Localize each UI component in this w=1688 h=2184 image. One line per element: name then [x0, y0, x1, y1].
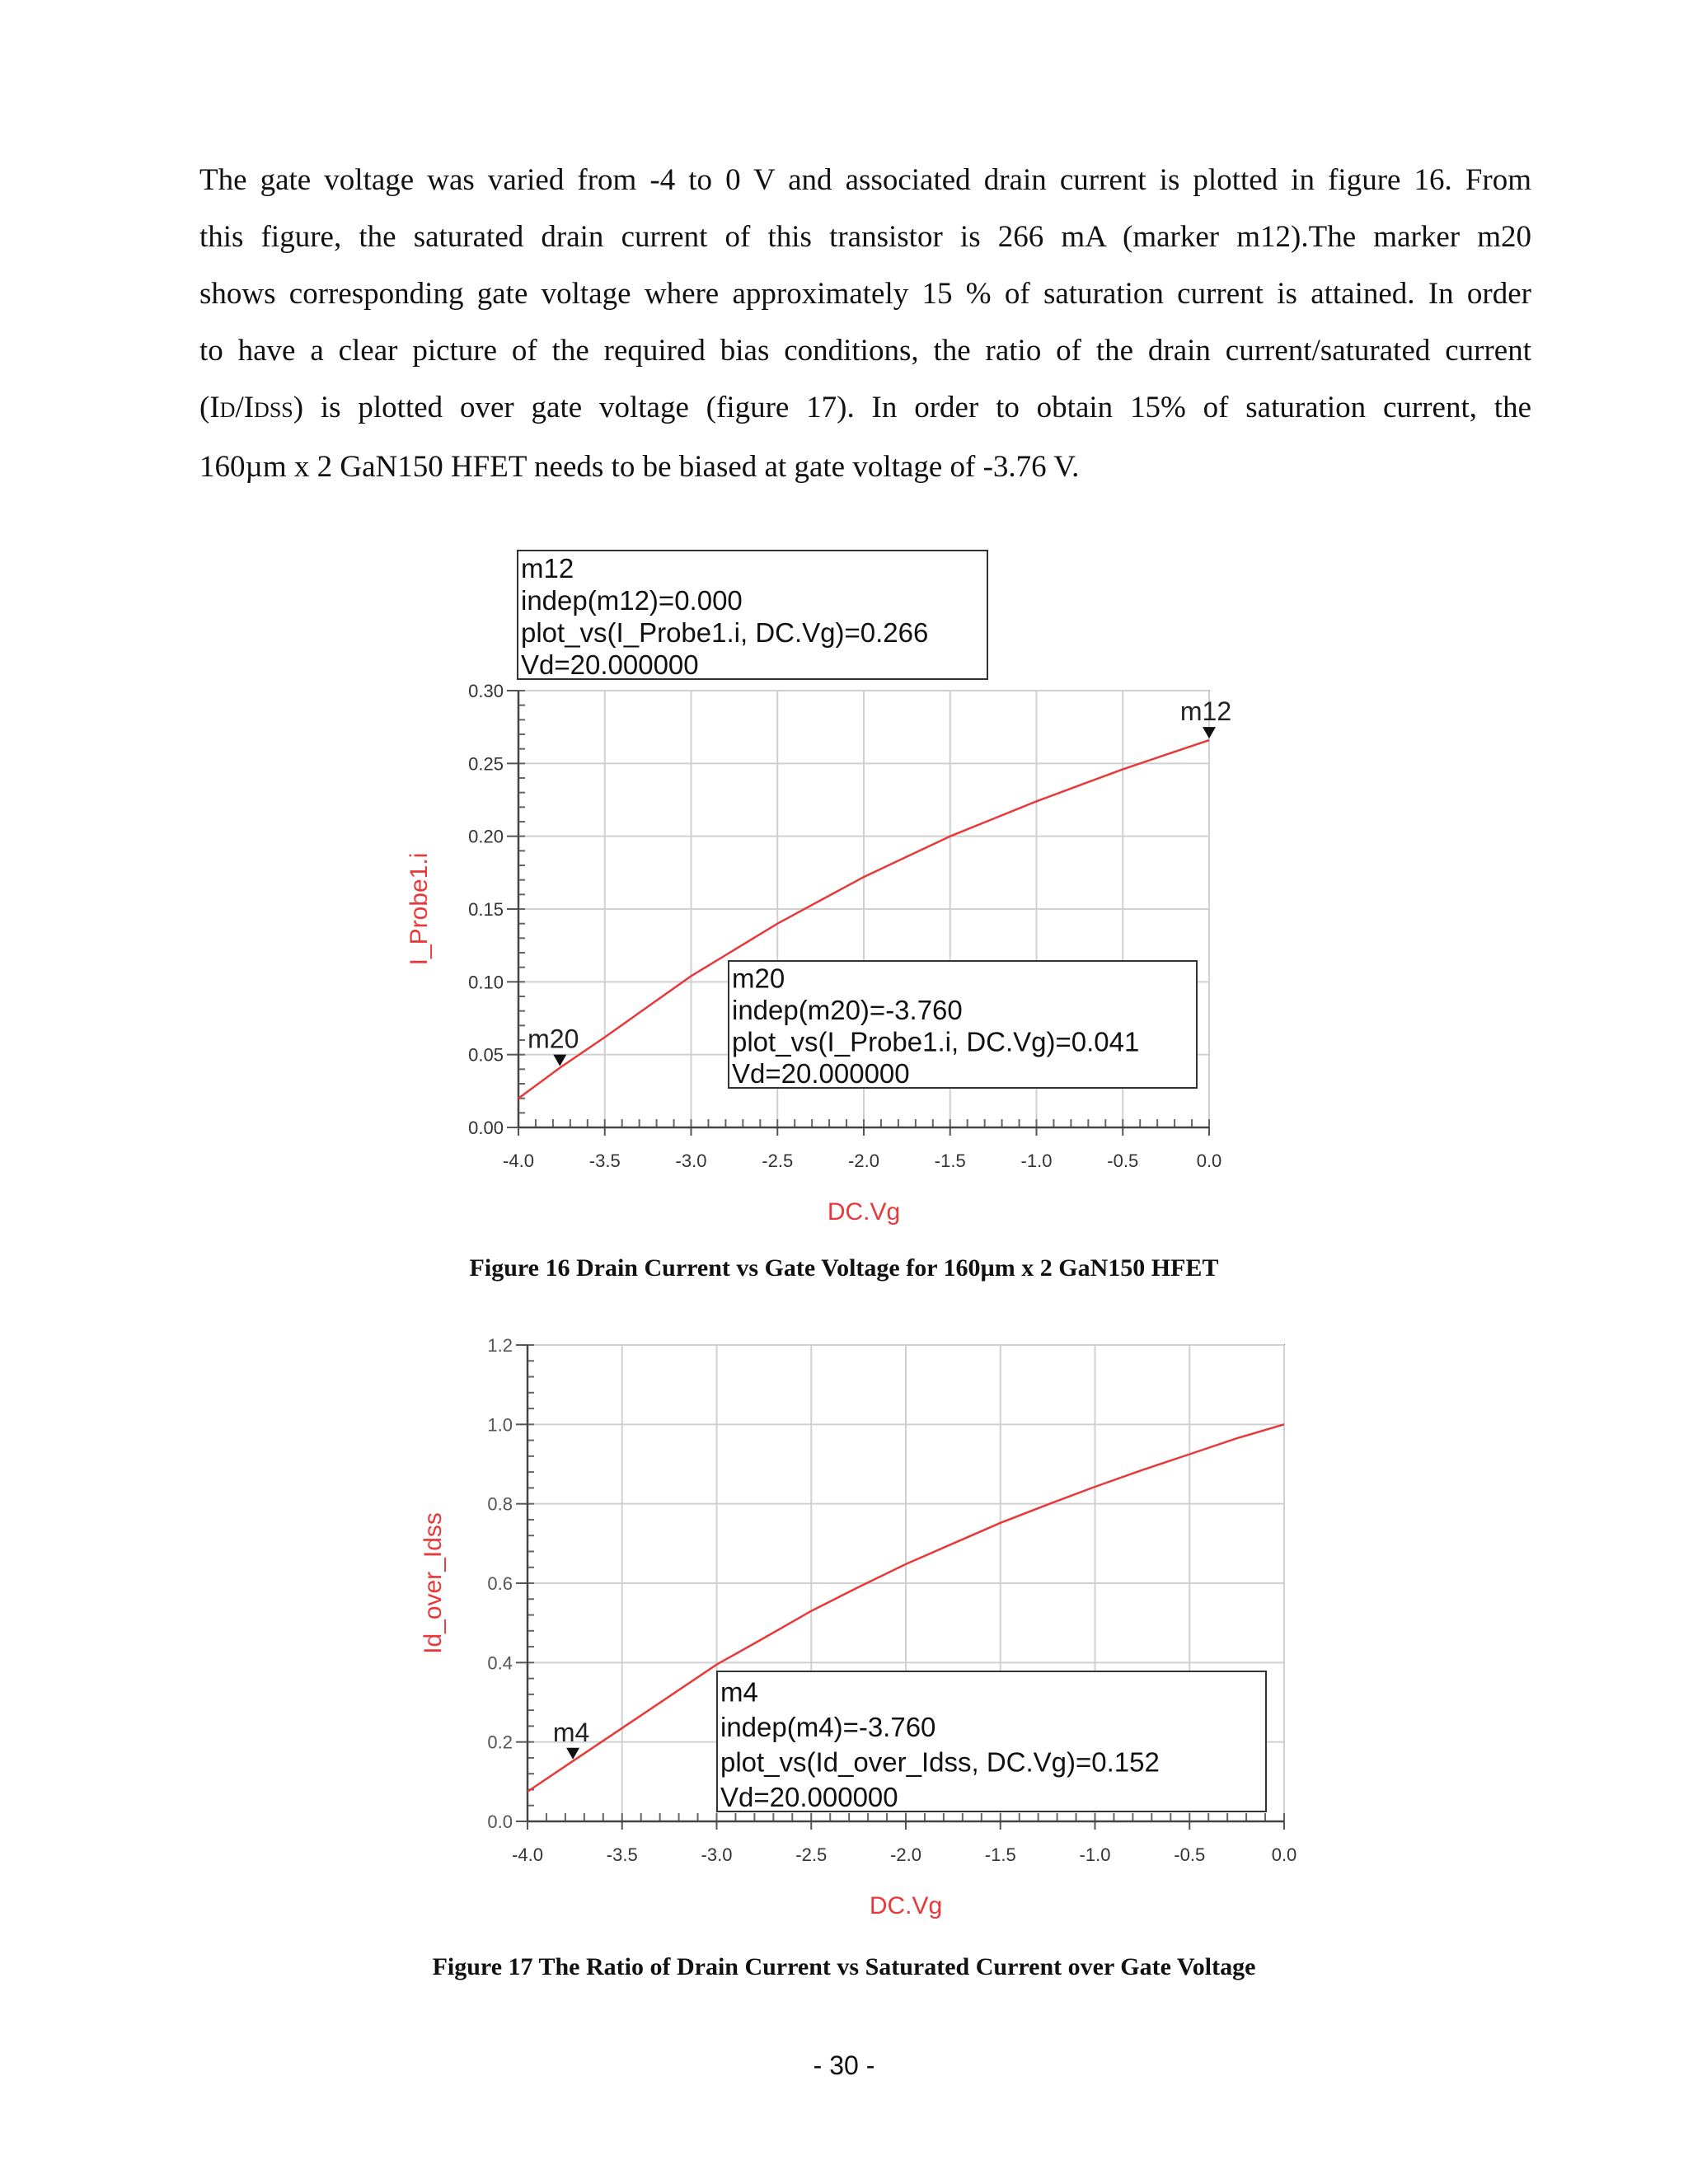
y-tick-label: 0.00	[468, 1118, 504, 1138]
marker-readout-line: indep(m4)=-3.760	[720, 1712, 936, 1742]
text-fragment: /I	[235, 391, 255, 424]
y-tick-label: 0.6	[487, 1573, 513, 1594]
y-tick-label: 0.2	[487, 1732, 513, 1753]
x-tick-label: -1.5	[934, 1151, 966, 1171]
paragraph-line: shows corresponding gate voltage where approximately 15 % of saturation current is attained. In order	[199, 277, 1531, 311]
page-number: - 30 -	[813, 2050, 875, 2080]
subscript: D	[219, 398, 236, 422]
x-tick-label: -2.5	[762, 1151, 794, 1171]
marker-readout-line: m12	[521, 553, 574, 583]
y-tick-label: 0.0	[487, 1811, 513, 1832]
marker-readout-line: m20	[732, 963, 785, 994]
marker-readout-line: m4	[720, 1676, 758, 1708]
y-tick-label: 0.30	[468, 681, 504, 701]
x-tick-label: -0.5	[1107, 1151, 1139, 1171]
marker-readout-line: Vd=20.000000	[732, 1058, 910, 1089]
chart-current-ratio	[0, 1319, 1688, 1919]
marker-readout-line: Vd=20.000000	[521, 649, 699, 680]
x-tick-label: -4.0	[512, 1844, 543, 1865]
x-axis-label: DC.Vg	[869, 1892, 943, 1919]
x-tick-label: 0.0	[1196, 1151, 1222, 1171]
x-tick-label: -1.0	[1079, 1844, 1111, 1865]
y-tick-label: 0.15	[468, 899, 504, 920]
chart-drain-current	[0, 536, 1688, 1228]
text-fragment: ) is plotted over gate voltage (figure 17). In order to obtain 15% of saturation current, the	[293, 391, 1531, 424]
marker-readout-line: Vd=20.000000	[720, 1782, 898, 1812]
figure-caption: Figure 16 Drain Current vs Gate Voltage for 160µm x 2 GaN150 HFET	[469, 1254, 1219, 1282]
x-tick-label: -2.0	[890, 1844, 921, 1865]
y-axis-label: Id_over_Idss	[420, 1512, 447, 1654]
paragraph-line: 160µm x 2 GaN150 HFET needs to be biased at gate voltage of -3.76 V.	[199, 450, 1080, 484]
y-tick-label: 0.20	[468, 826, 504, 847]
marker-label: m4	[552, 1717, 590, 1747]
paragraph-line: this figure, the saturated drain current of this transistor is 266 mA (marker m12).The marker m20	[199, 220, 1531, 254]
y-tick-label: 1.2	[487, 1335, 513, 1356]
y-tick-label: 0.05	[468, 1044, 504, 1066]
y-tick-label: 1.0	[487, 1414, 513, 1436]
x-tick-label: -4.0	[503, 1151, 534, 1171]
marker-readout-line: plot_vs(Id_over_Idss, DC.Vg)=0.152	[720, 1746, 1160, 1778]
marker-readout-line: indep(m20)=-3.760	[732, 995, 963, 1025]
x-tick-label: -1.0	[1020, 1151, 1053, 1171]
paragraph-line: to have a clear picture of the required bias conditions, the ratio of the drain current/saturated current	[199, 334, 1531, 368]
y-tick-label: 0.4	[487, 1652, 513, 1674]
x-tick-label: -3.0	[701, 1844, 733, 1865]
marker-readout-line: plot_vs(I_Probe1.i, DC.Vg)=0.266	[521, 617, 929, 648]
marker-label: m12	[1179, 696, 1232, 727]
marker-readout-line: indep(m12)=0.000	[521, 585, 743, 616]
x-tick-label: -2.5	[795, 1844, 828, 1865]
y-tick-label: 0.10	[468, 972, 504, 993]
y-axis-label: I_Probe1.i	[406, 852, 433, 966]
y-tick-label: 0.8	[487, 1493, 513, 1515]
marker-readout-line: plot_vs(I_Probe1.i, DC.Vg)=0.041	[732, 1026, 1140, 1057]
figure-caption: Figure 17 The Ratio of Drain Current vs Saturated Current over Gate Voltage	[432, 1953, 1256, 1980]
text-fragment: (I	[199, 391, 220, 424]
x-tick-label: 0.0	[1271, 1844, 1297, 1865]
subscript: DSS	[254, 398, 293, 422]
x-tick-label: -0.5	[1174, 1844, 1206, 1865]
paragraph-line: The gate voltage was varied from -4 to 0 V and associated drain current is plotted in figure 16. From	[199, 163, 1531, 197]
y-tick-label: 0.25	[468, 753, 504, 775]
marker-label: m20	[528, 1024, 579, 1054]
paragraph-line	[199, 379, 1531, 438]
x-tick-label: -2.0	[848, 1151, 879, 1171]
x-tick-label: -3.5	[588, 1151, 621, 1171]
body-paragraph	[199, 152, 1531, 495]
x-tick-label: -3.5	[606, 1844, 638, 1865]
x-tick-label: -3.0	[675, 1151, 707, 1171]
x-axis-label: DC.Vg	[827, 1198, 901, 1226]
x-tick-label: -1.5	[984, 1844, 1016, 1865]
